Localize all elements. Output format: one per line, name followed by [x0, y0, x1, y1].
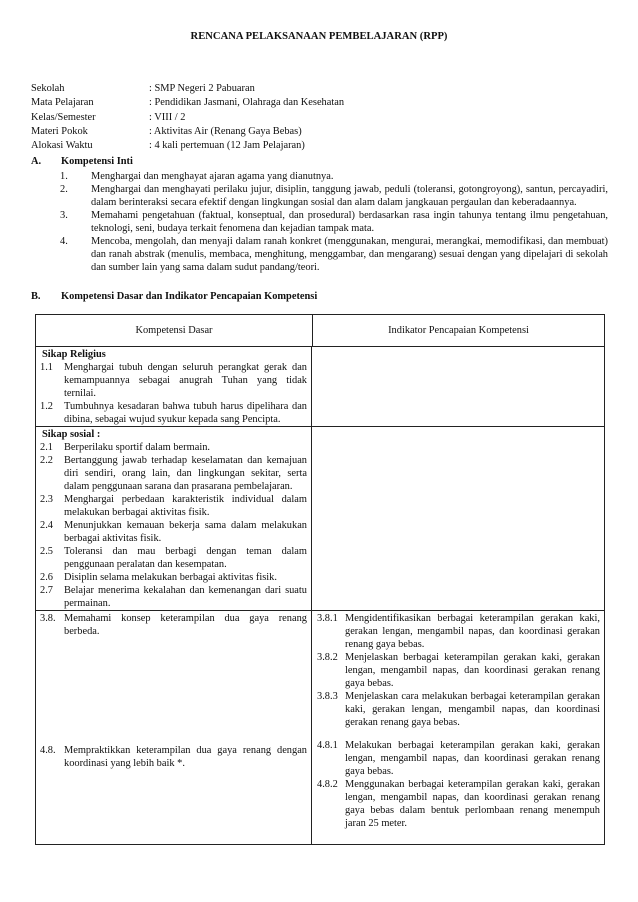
indicator-text: Mengidentifikasikan berbagai keterampilan gerakan kaki, gerakan lengan, mengambil napas, dan koordinasi gerakan renang gaya bebas.	[345, 613, 600, 650]
kd-number: 2.2	[40, 455, 53, 466]
kd-item	[40, 441, 307, 454]
info-value: : Pendidikan Jasmani, Olahraga dan Kesehatan	[149, 97, 345, 109]
item-text: Memahami pengetahuan (faktual, konseptual, dan prosedural) berdasarkan rasa ingin tahunya tentang ilmu pengetahuan, teknologi, seni, budaya terkait fenomena dan kejadian tampak mata.	[91, 210, 608, 234]
kd-item	[40, 400, 307, 426]
kd-text: Berperilaku sportif dalam bermain.	[64, 442, 210, 453]
indicator-number: 3.8.1	[317, 613, 338, 624]
indicator-text: Menjelaskan cara melakukan berbagai keterampilan gerakan kaki, gerakan lengan, mengambil napas, dan koordinasi gerakan renang gaya bebas.	[345, 691, 600, 728]
indicator-text: Melakukan berbagai keterampilan gerakan kaki, gerakan lengan, mengambil napas, dan koordinasi gerakan renang gaya bebas.	[345, 740, 600, 777]
indicator-text: Menggunakan berbagai keterampilan gerakan kaki, gerakan lengan, mengambil napas, dan koordinasi gerakan renang gaya bebas dalam bentuk perlombaan renang menempuh jaran 25 meter.	[345, 779, 600, 829]
list-item	[60, 183, 608, 209]
list-item	[60, 209, 608, 235]
section-letter: B.	[31, 291, 41, 302]
info-row-school	[31, 82, 344, 96]
indicator-number: 3.8.3	[317, 691, 338, 702]
kd-text: Disiplin selama melakukan berbagai aktivitas fisik.	[64, 572, 277, 583]
info-label: Kelas/Semester	[31, 111, 96, 123]
info-label: Sekolah	[31, 83, 65, 94]
indicator-text: Menjelaskan berbagai keterampilan gerakan kaki, gerakan lengan, mengambil napas, dan koordinasi gerakan renang gaya bebas.	[345, 652, 600, 689]
info-label: Materi Pokok	[31, 125, 88, 137]
kd-item	[40, 361, 307, 400]
info-row-topic	[31, 125, 344, 139]
kd-item	[40, 612, 307, 638]
section-title: Kompetensi Dasar dan Indikator Pencapaian Kompetensi	[61, 291, 318, 302]
kd-text: Memahami konsep keterampilan dua gaya renang berbeda.	[64, 613, 307, 637]
kd-item	[40, 519, 307, 545]
section-a-heading	[31, 155, 133, 168]
kd-number: 1.1	[40, 362, 53, 373]
info-row-subject	[31, 96, 344, 110]
section-title: Kompetensi Inti	[61, 156, 133, 167]
indicator-item	[317, 651, 600, 690]
item-text: Menghargai dan menghayat ajaran agama yang dianutnya.	[91, 171, 334, 182]
kd-number: 4.8.	[40, 745, 56, 756]
info-label: Mata Pelajaran	[31, 97, 94, 109]
kd-number: 3.8.	[40, 613, 56, 624]
header-indikator: Indikator Pencapaian Kompetensi	[388, 325, 529, 336]
kd-cell	[36, 347, 312, 426]
info-row-time	[31, 139, 344, 153]
info-label: Alokasi Waktu	[31, 140, 93, 152]
kd-number: 2.3	[40, 494, 53, 505]
indicator-number: 3.8.2	[317, 652, 338, 663]
info-value: : 4 kali pertemuan (12 Jam Pelajaran)	[149, 140, 305, 152]
group-title: Sikap sosial :	[42, 429, 101, 440]
kd-item	[40, 571, 307, 584]
indicator-cell	[312, 611, 604, 844]
info-block	[31, 82, 344, 153]
item-number: 1.	[60, 171, 68, 182]
kd-text: Bertanggung jawab terhadap keselamatan dan kemajuan diri sendiri, orang lain, dan lingkungan sekitar, serta dalam penggunaan sarana dan prasarana pembelajaran.	[64, 455, 307, 492]
info-value: : SMP Negeri 2 Pabuaran	[149, 83, 255, 94]
item-text: Menghargai dan menghayati perilaku jujur, disiplin, tanggung jawab, peduli (toleransi, gotongroyong), santun, percayadiri, dalam berinteraksi secara efektif dengan lingkungan sosial dan alam dalam jangkauan pergaulan dan keberadaannya.	[91, 184, 608, 208]
kd-item	[40, 454, 307, 493]
indicator-item	[317, 778, 600, 830]
indicator-number: 4.8.2	[317, 779, 338, 790]
indicator-cell-empty	[312, 347, 604, 426]
section-b-heading	[31, 290, 317, 303]
list-item	[60, 170, 608, 183]
kd-text: Mempraktikkan keterampilan dua gaya renang dengan koordinasi yang lebih baik *.	[64, 745, 307, 769]
kd-item	[40, 584, 307, 610]
kd-text: Tumbuhnya kesadaran bahwa tubuh harus dipelihara dan dibina, sebagai wujud syukur kepada sang Pencipta.	[64, 401, 307, 425]
kd-number: 2.5	[40, 546, 53, 557]
kd-item	[40, 545, 307, 571]
indicator-cell-empty	[312, 427, 604, 610]
kd-cell	[36, 427, 312, 610]
kd-text: Toleransi dan mau berbagi dengan teman dalam penggunaan peralatan dan kesempatan.	[64, 546, 307, 570]
kd-number: 1.2	[40, 401, 53, 412]
group-title: Sikap Religius	[42, 349, 106, 360]
kd-number: 2.4	[40, 520, 53, 531]
table-row-sosial	[36, 427, 604, 611]
table-row-kd-3-4	[36, 611, 604, 844]
indicator-item	[317, 690, 600, 729]
document-title: RENCANA PELAKSANAAN PEMBELAJARAN (RPP)	[190, 31, 448, 42]
kd-text: Belajar menerima kekalahan dan kemenangan dari suatu permainan.	[64, 585, 307, 609]
kd-item	[40, 744, 307, 770]
item-number: 2.	[60, 184, 68, 195]
indicator-item	[317, 739, 600, 778]
indicator-item	[317, 612, 600, 651]
kd-text: Menghargai perbedaan karakteristik individual dalam melakukan berbagai aktivitas fisik.	[64, 494, 307, 518]
kd-number: 2.7	[40, 585, 53, 596]
table-header	[36, 315, 604, 347]
kd-text: Menghargai tubuh dengan seluruh perangkat gerak dan kemampuannya sebagai anugrah Tuhan yang tidak ternilai.	[64, 362, 307, 399]
info-row-class	[31, 111, 344, 125]
item-text: Mencoba, mengolah, dan menyaji dalam ranah konkret (menggunakan, mengurai, merangkai, memodifikasi, dan membuat) dan ranah abstrak (menulis, membaca, menghitung, menggambar, dan mengarang) sesuai dengan yang dipelajari di sekolah dan sumber lain yang sama dalam sudut pandang/teori.	[91, 236, 608, 273]
kompetensi-inti-list	[60, 170, 608, 274]
indicator-number: 4.8.1	[317, 740, 338, 751]
kd-text: Menunjukkan kemauan bekerja sama dalam melakukan berbagai aktivitas fisik.	[64, 520, 307, 544]
list-item	[60, 235, 608, 274]
kd-number: 2.1	[40, 442, 53, 453]
item-number: 4.	[60, 236, 68, 247]
header-kompetensi-dasar: Kompetensi Dasar	[36, 315, 313, 346]
kd-cell	[36, 611, 312, 844]
item-number: 3.	[60, 210, 68, 221]
info-value: : Aktivitas Air (Renang Gaya Bebas)	[149, 125, 302, 137]
kd-item	[40, 493, 307, 519]
kd-number: 2.6	[40, 572, 53, 583]
competency-table	[35, 314, 605, 845]
table-row-religius	[36, 347, 604, 427]
section-letter: A.	[31, 156, 42, 167]
info-value: : VIII / 2	[149, 111, 186, 123]
